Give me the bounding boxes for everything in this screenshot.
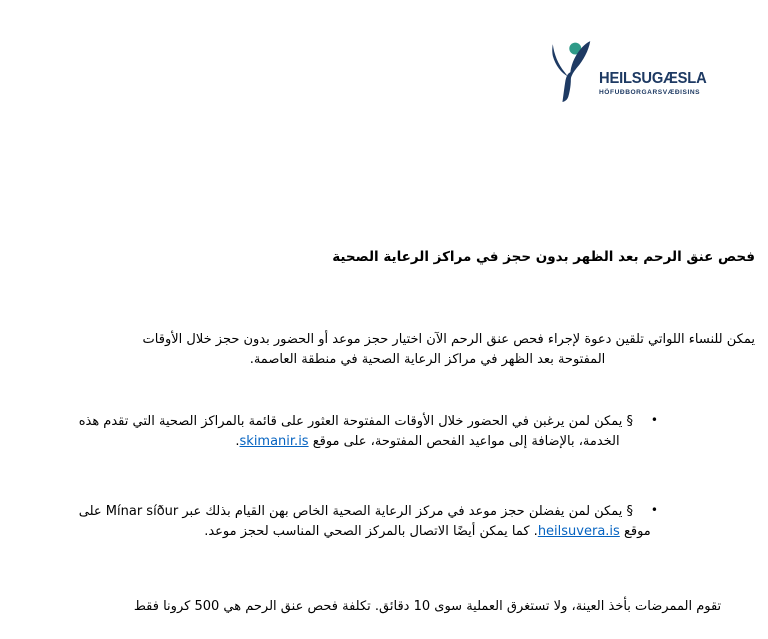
bullet-dot-icon: • <box>650 503 658 517</box>
footer-paragraph <box>100 597 755 617</box>
intro-paragraph <box>100 330 755 370</box>
logo-text <box>599 70 716 97</box>
bullet2-line-2 <box>100 522 755 542</box>
bullet-dot-icon: • <box>650 413 658 427</box>
intro-line-2: المفتوحة بعد الظهر في مراكز الرعاية الصحية في منطقة العاصمة. <box>249 352 606 367</box>
logo-title: HEILSUGÆSLA <box>599 70 707 87</box>
bullet1-line2-text: الخدمة، بالإضافة إلى مواعيد الفحص المفتوحة، على موقع <box>308 434 620 449</box>
logo-subtitle: HÖFUÐBORGARSVÆÐISINS <box>599 89 701 96</box>
intro-line-1: يمكن للنساء اللواتي تلقين دعوة لإجراء فحص عنق الرحم الآن اختيار حجز موعد أو الحضور بدون حجز خلال الأوقات <box>142 332 755 347</box>
skimanir-link[interactable]: skimanir.is <box>239 434 309 449</box>
bullet2-line-1: § يمكن لمن يفضلن حجز موعد في مركز الرعاية الصحية الخاص بهن القيام بذلك عبر Mínar síður على <box>78 504 633 519</box>
document-heading: فحص عنق الرحم بعد الظهر بدون حجز في مراكز الرعاية الصحية <box>332 249 755 265</box>
bullet1-line-2 <box>100 432 755 452</box>
footer-line: تقوم الممرضات بأخذ العينة، ولا تستغرق العملية سوى 10 دقائق. تكلفة فحص عنق الرحم هي 500 كرونا فقط <box>133 599 722 614</box>
bullet-booking <box>78 502 755 542</box>
bullet1-line2-period: . <box>235 434 240 449</box>
bullet-walk-in <box>78 412 755 452</box>
bullet1-line-1: § يمكن لمن يرغبن في الحضور خلال الأوقات المفتوحة العثور على قائمة بالمراكز الصحية التي تقدم هذه <box>78 414 633 429</box>
heilsuvera-link[interactable]: heilsuvera.is <box>537 524 620 539</box>
heilsugaesla-logo <box>549 40 716 102</box>
bullet2-line2-rest: . كما يمكن أيضًا الاتصال بالمركز الصحي المناسب لحجز موعد. <box>204 524 538 539</box>
bullet2-line2-text: موقع <box>619 524 651 539</box>
person-raised-arms-icon <box>549 40 593 102</box>
